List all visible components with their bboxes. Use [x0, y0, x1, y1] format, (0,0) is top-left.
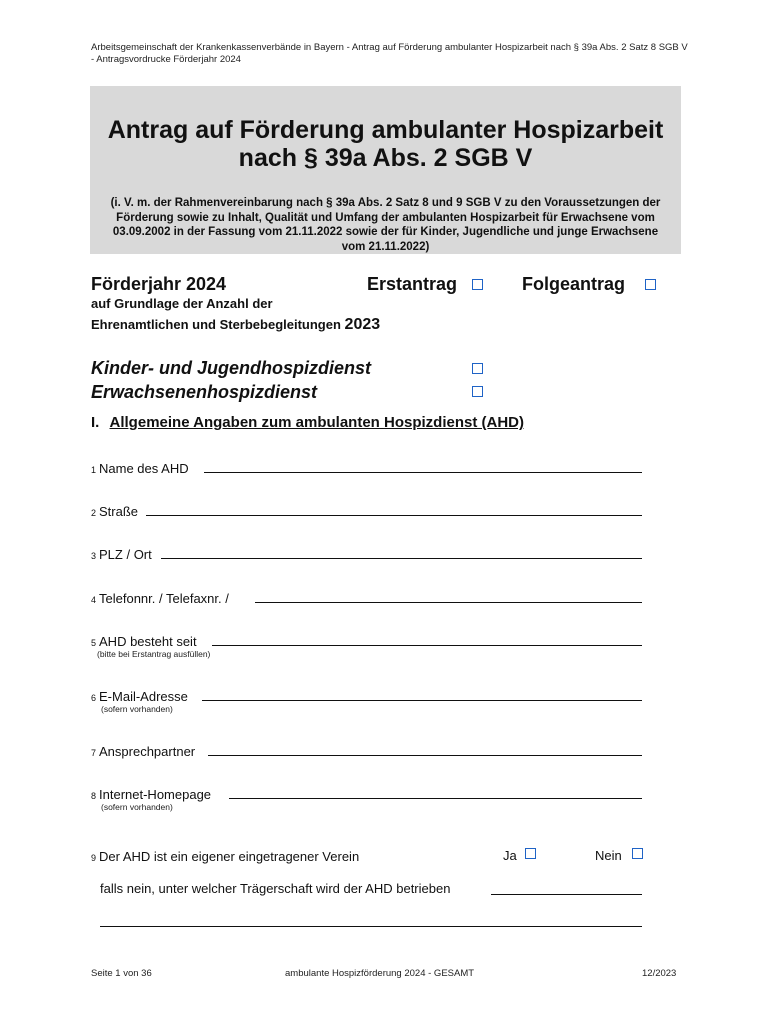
field-row-street: [91, 503, 138, 521]
footer-page-number: Seite 1 von 36: [91, 968, 152, 979]
footer-center-text: ambulante Hospizförderung 2024 - GESAMT: [285, 968, 475, 979]
q9-followup-input-line[interactable]: [491, 894, 642, 895]
field-row-contact: [91, 743, 195, 761]
field-label-contact: Ansprechpartner: [99, 744, 196, 759]
field-number: 5: [91, 638, 97, 648]
field-number: 2: [91, 508, 97, 518]
field-row-name: [91, 460, 189, 478]
field-label-street: Straße: [99, 504, 139, 519]
field-row-plz: [91, 546, 152, 564]
q9-nein-checkbox[interactable]: [632, 848, 643, 859]
q9-ja-checkbox[interactable]: [525, 848, 536, 859]
footer-date: 12/2023: [642, 968, 677, 979]
document-header: Arbeitsgemeinschaft der Krankenkassenverbände in Bayern - Antrag auf Förderung ambulanter Hospizarbeit nach § 39a Abs. 2 Satz 8 SGB V - Antragsvordrucke Förderjahr 2024: [91, 42, 688, 65]
erstantrag-checkbox[interactable]: [472, 279, 483, 290]
basis-text-2: [91, 316, 380, 334]
service-kinder-checkbox[interactable]: [472, 363, 483, 374]
field-number: 6: [91, 693, 97, 703]
q9-nein-label: Nein: [595, 848, 622, 863]
basis-text-1: auf Grundlage der Anzahl der: [91, 296, 273, 311]
title-line-2: nach § 39a Abs. 2 SGB V: [238, 144, 533, 172]
field-number: 3: [91, 551, 97, 561]
service-erwachsene-checkbox[interactable]: [472, 386, 483, 397]
section-1-title: Allgemeine Angaben zum ambulanten Hospizdienst (AHD): [109, 414, 524, 431]
contact-input-line[interactable]: [208, 755, 642, 756]
section-1-number: I.: [91, 414, 100, 431]
service-kinder-label: Kinder- und Jugendhospizdienst: [91, 358, 371, 378]
field-label-plz: PLZ / Ort: [99, 547, 152, 562]
since-hint: (bitte bei Erstantrag ausfüllen): [97, 649, 211, 659]
basis-text-2-label: Ehrenamtlichen und Sterbebegleitungen: [91, 317, 341, 332]
field-label-name: Name des AHD: [99, 461, 189, 476]
field-label-homepage: Internet-Homepage: [99, 787, 212, 802]
name-input-line[interactable]: [204, 472, 642, 473]
field-row-phone: [91, 590, 229, 608]
field-number: 1: [91, 465, 97, 475]
homepage-input-line[interactable]: [229, 798, 642, 799]
homepage-hint: (sofern vorhanden): [101, 802, 173, 812]
field-number: 9: [91, 853, 97, 863]
q9-label: Der AHD ist ein eigener eingetragener Verein: [99, 849, 360, 864]
service-erwachsene-label: Erwachsenenhospizdienst: [91, 382, 318, 402]
q9-followup-label: falls nein, unter welcher Trägerschaft wird der AHD betrieben: [100, 881, 451, 896]
erstantrag-label: Erstantrag: [367, 274, 458, 294]
basis-year: 2023: [344, 316, 381, 333]
folgeantrag-label: Folgeantrag: [522, 274, 626, 294]
email-hint: (sofern vorhanden): [101, 704, 173, 714]
folgeantrag-checkbox[interactable]: [645, 279, 656, 290]
field-label-since: AHD besteht seit: [99, 634, 197, 649]
title-subtitle: (i. V. m. der Rahmenvereinbarung nach § 39a Abs. 2 Satz 8 und 9 SGB V zu den Voraussetzungen der Förderung sowie zu Inhalt, Qualität und Umfang der ambulanten Hospizarbeit für Erwachsene vom 03.09.2002 in der Fassung vom 21.11.2022 sowie der für Kinder, Jugendliche und junge Erwachsene vom 21.11.2022): [110, 197, 661, 253]
q9-ja-label: Ja: [503, 848, 517, 863]
phone-input-line[interactable]: [255, 602, 642, 603]
section-1-heading: [91, 414, 524, 431]
since-input-line[interactable]: [212, 645, 642, 646]
email-input-line[interactable]: [202, 700, 642, 701]
foerderjahr-label: Förderjahr 2024: [91, 274, 227, 294]
field-label-phone: Telefonnr. / Telefaxnr. /: [99, 591, 229, 606]
plz-input-line[interactable]: [161, 558, 642, 559]
field-number: 4: [91, 595, 97, 605]
field-label-email: E-Mail-Adresse: [99, 689, 188, 704]
q9-followup-input-line-2[interactable]: [100, 926, 642, 927]
title-box: [90, 86, 681, 254]
title-line-1: Antrag auf Förderung ambulanter Hospizarbeit: [107, 116, 664, 144]
field-number: 8: [91, 791, 97, 801]
street-input-line[interactable]: [146, 515, 642, 516]
field-number: 7: [91, 748, 97, 758]
q9-row: [91, 848, 359, 866]
page-title: [90, 116, 681, 172]
